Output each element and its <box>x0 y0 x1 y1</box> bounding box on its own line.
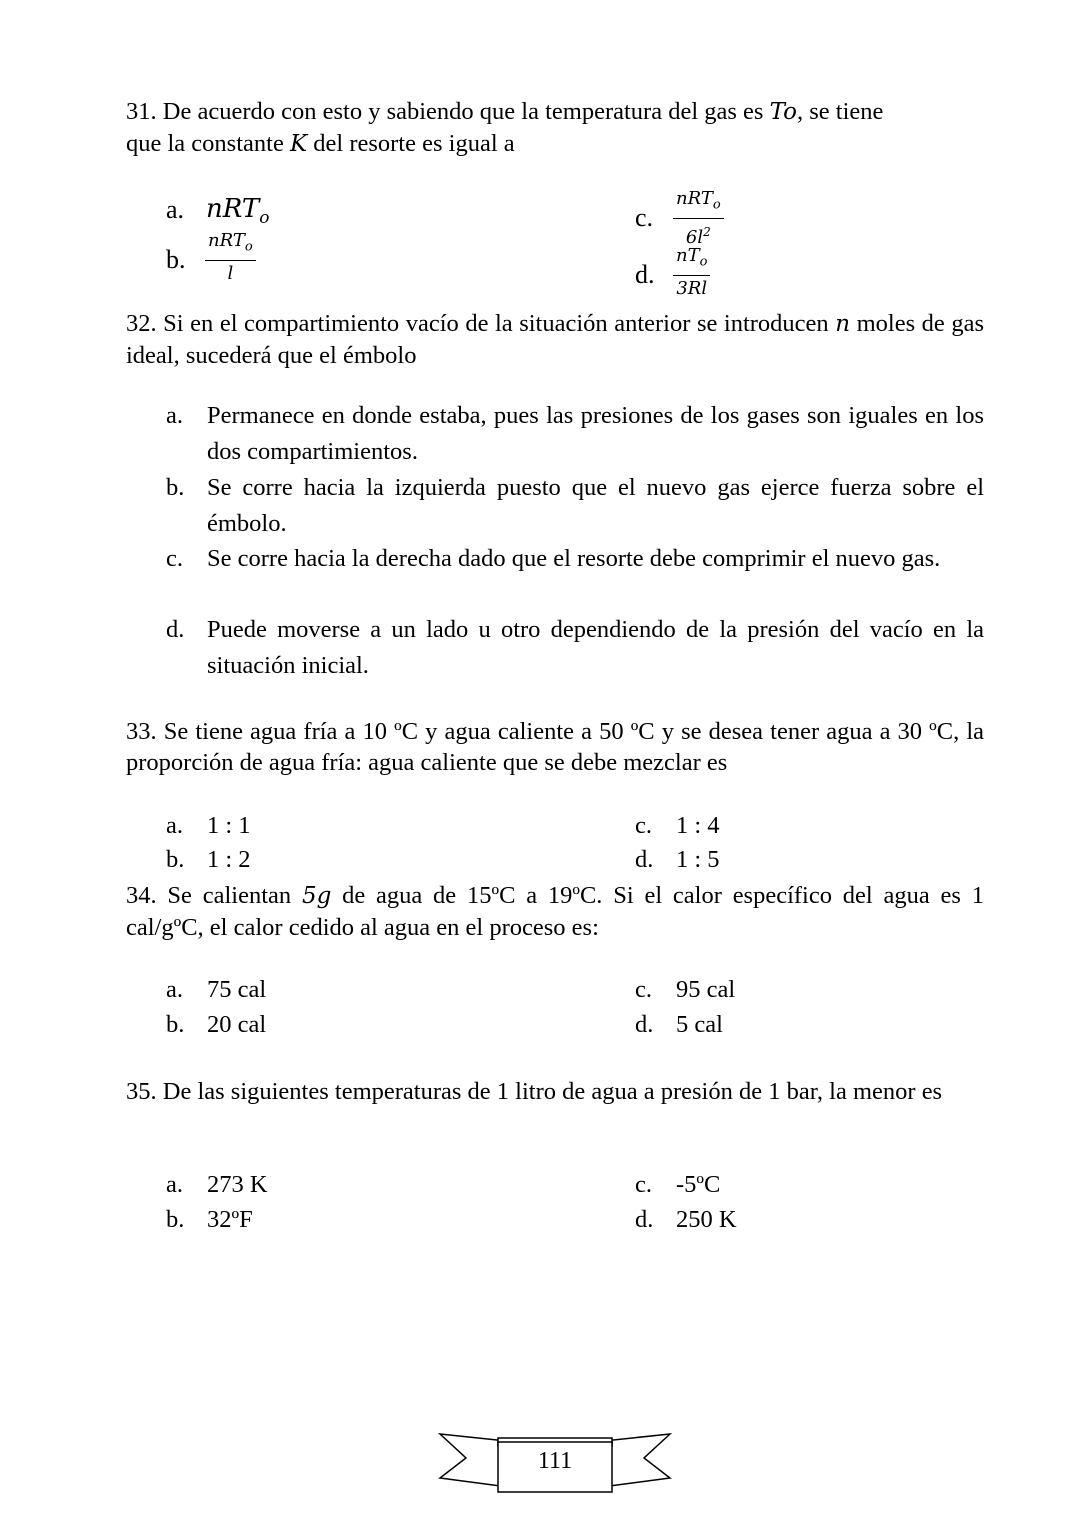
option-text: Permanece en donde estaba, pues las presiones de los gases son iguales en los dos compartimientos. <box>207 402 984 465</box>
option-letter: a. <box>166 812 183 839</box>
q32-text-part: moles de gas ideal, sucederá que el émbolo <box>126 310 984 369</box>
q34-text-part: de agua de 15ºC a 19ºC. Si el calor específico del agua es 1 cal/gºC, el calor cedido al agua en el proceso es: <box>126 882 985 941</box>
q32-option-c <box>166 541 984 577</box>
q31-text-part: del resorte es igual a <box>307 130 515 157</box>
option-letter: b. <box>166 1206 185 1233</box>
question-32-stem <box>126 308 984 371</box>
option-text: 20 cal <box>207 1011 267 1038</box>
frac-num: nRT <box>676 188 713 209</box>
option-text: Puede moverse a un lado u otro dependiendo de la presión del vacío en la situación inicial. <box>207 616 984 679</box>
option-text: 1 : 1 <box>207 812 251 839</box>
option-letter: c. <box>635 812 652 839</box>
option-letter: c. <box>635 203 654 232</box>
option-letter: a. <box>166 1171 183 1198</box>
option-letter: d. <box>635 260 655 289</box>
page-number: 111 <box>537 1448 573 1474</box>
question-31-stem <box>126 96 984 160</box>
frac-sub: o <box>712 197 721 213</box>
option-letter: d. <box>635 1011 654 1038</box>
option-letter: c. <box>635 976 652 1003</box>
option-text: 250 K <box>676 1206 737 1233</box>
option-letter: a. <box>166 976 183 1003</box>
option-text: 5 cal <box>676 1011 723 1038</box>
q31-var-to: To <box>769 99 797 125</box>
option-text: 1 : 2 <box>207 846 251 873</box>
frac-den: l <box>227 262 234 284</box>
option-letter: b. <box>166 846 185 873</box>
q31-text-part: 31. De acuerdo con esto y sabiendo que la temperatura del gas es <box>126 98 770 125</box>
option-letter: c. <box>635 1171 652 1198</box>
option-text: 32ºF <box>207 1206 253 1233</box>
q32-var-n: n <box>835 311 851 337</box>
q31-option-d-fraction <box>673 246 710 299</box>
frac-den: 6l <box>685 226 704 248</box>
q31-option-b-fraction <box>205 231 256 284</box>
option-text: 1 : 4 <box>676 812 720 839</box>
option-text: -5ºC <box>676 1171 721 1198</box>
q32-option-a <box>166 398 984 469</box>
frac-num: nT <box>676 245 700 266</box>
q32-option-b <box>166 470 984 541</box>
question-34-stem <box>126 880 984 943</box>
option-letter: b. <box>166 1011 185 1038</box>
option-text: 1 : 5 <box>676 846 720 873</box>
frac-sub: o <box>699 254 708 270</box>
option-letter: c. <box>166 545 183 572</box>
option-text: 95 cal <box>676 976 736 1003</box>
option-a-sub: o <box>259 208 270 229</box>
option-text: 75 cal <box>207 976 267 1003</box>
q31-var-k: K <box>289 131 308 157</box>
option-letter: a. <box>166 402 183 429</box>
option-text: 273 K <box>207 1171 268 1198</box>
option-letter: d. <box>635 846 654 873</box>
option-letter: d. <box>635 1206 654 1233</box>
frac-sub: o <box>244 239 253 255</box>
q31-text-part: , se tiene <box>796 98 884 125</box>
page-number-ribbon <box>438 1428 672 1498</box>
q31-option-c-fraction <box>673 189 724 248</box>
option-letter: a. <box>166 195 185 224</box>
frac-num: nRT <box>208 230 245 251</box>
frac-sup: 2 <box>703 224 711 239</box>
question-33-stem: 33. Se tiene agua fría a 10 ºC y agua caliente a 50 ºC y se desea tener agua a 30 ºC, la proporción de agua fría: agua caliente que se debe mezclar es <box>126 718 984 776</box>
question-35-stem: 35. De las siguientes temperaturas de 1 litro de agua a presión de 1 bar, la menor es <box>126 1078 943 1105</box>
q32-text-part: 32. Si en el compartimiento vacío de la situación anterior se introducen <box>126 310 836 337</box>
q34-var-5g: 5g <box>301 883 332 909</box>
option-letter: b. <box>166 245 186 274</box>
option-letter: d. <box>166 616 185 643</box>
q34-text-part: 34. Se calientan <box>126 882 302 909</box>
option-letter: b. <box>166 474 185 501</box>
frac-den: 3Rl <box>676 277 708 299</box>
option-text: Se corre hacia la izquierda puesto que el nuevo gas ejerce fuerza sobre el émbolo. <box>207 474 984 537</box>
option-text: Se corre hacia la derecha dado que el resorte debe comprimir el nuevo gas. <box>207 545 941 572</box>
option-a-expr: nRT <box>206 194 260 224</box>
q31-text-part: que la constante <box>126 130 290 157</box>
q32-option-d <box>166 612 984 683</box>
